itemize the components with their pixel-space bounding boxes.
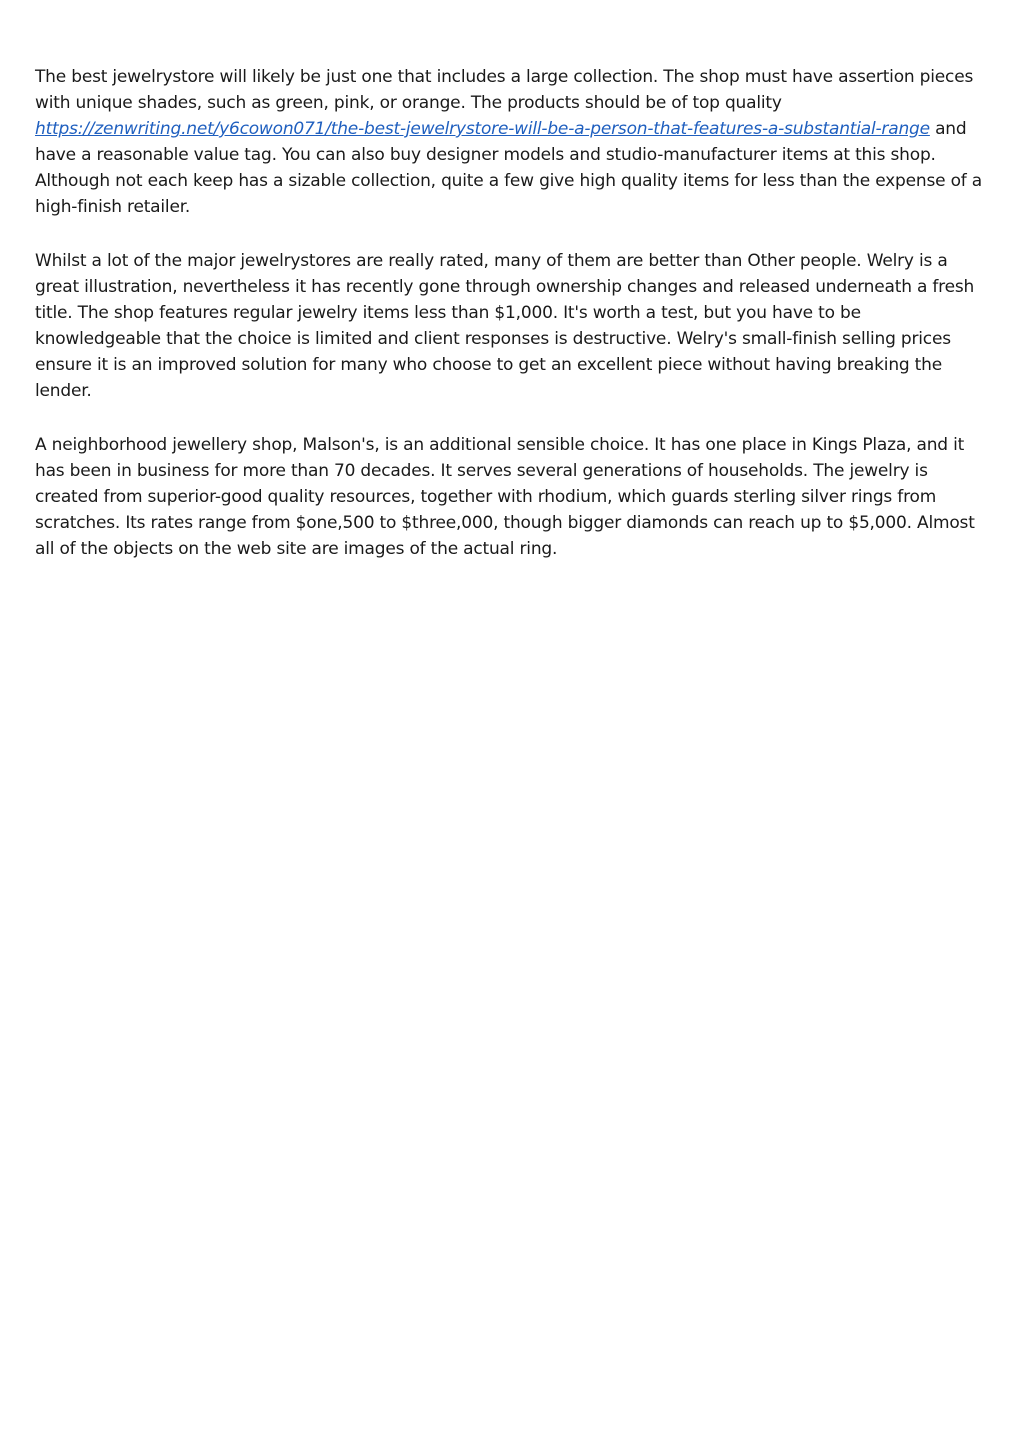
- paragraph-1: [35, 64, 990, 220]
- paragraph-3: A neighborhood jewellery shop, Malson's, is an additional sensible choice. It has one place in Kings Plaza, and it has been in business for more than 70 decades. It serves several generations of households. The jewelry is created from superior-good quality resources, together with rhodium, which guards sterling silver rings from scratches. Its rates range from $one,500 to $three,000, though bigger diamonds can reach up to $5,000. Almost all of the objects on the web site are images of the actual ring.: [35, 435, 975, 559]
- paragraph-1-text-before-link: The best jewelrystore will likely be just one that includes a large collection. The shop must have assertion pieces with unique shades, such as green, pink, or orange. The products should be of top quality: [35, 67, 974, 113]
- paragraph-1-text-after-link: and have a reasonable value tag. You can also buy designer models and studio-manufacturer items at this shop. Although not each keep has a sizable collection, quite a few give high quality items for less than the expense of a high-finish retailer.: [35, 119, 982, 217]
- paragraph-2: Whilst a lot of the major jewelrystores are really rated, many of them are better than Other people. Welry is a great illustration, nevertheless it has recently gone through ownership changes and released underneath a fresh title. The shop features regular jewelry items less than $1,000. It's worth a test, but you have to be knowledgeable that the choice is limited and client responses is destructive. Welry's small-finish selling prices ensure it is an improved solution for many who choose to get an excellent piece without having breaking the lender.: [35, 251, 975, 401]
- document-body: [35, 64, 990, 590]
- article-link[interactable]: https://zenwriting.net/y6cowon071/the-best-jewelrystore-will-be-a-person-that-features-a-substantial-range: [35, 119, 930, 139]
